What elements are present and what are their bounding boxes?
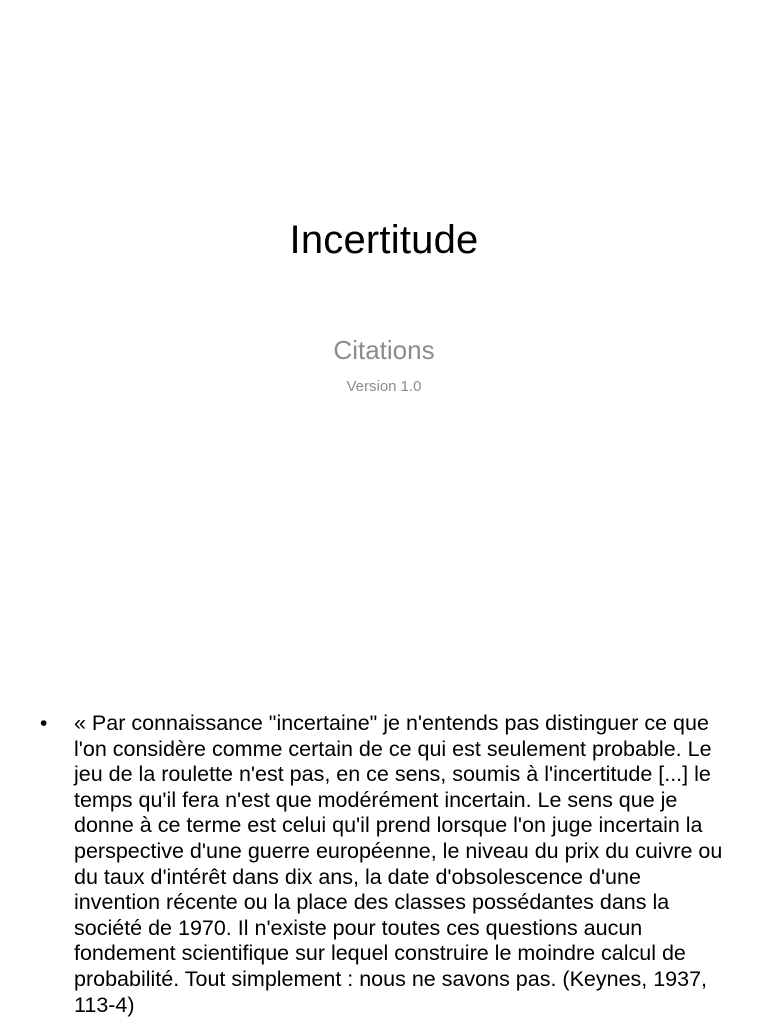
quote-list [40, 711, 730, 1018]
quote-text: « Par connaissance "incertaine" je n'entends pas distinguer ce que l'on considère comme certain de ce qui est seulement probable. Le jeu de la roulette n'est pas, en ce sens, soumis à l'incertitude [...] le temps qu'il fera n'est que modérément incertain. Le sens que je donne à ce terme est celui qu'il prend lorsque l'on juge incertain la perspective d'une guerre européenne, le niveau du prix du cuivre ou du taux d'intérêt dans dix ans, la date d'obsolescence d'une invention récente ou la place des classes possédantes dans la société de 1970. Il n'existe pour toutes ces questions aucun fondement scientifique sur lequel construire le moindre calcul de probabilité. Tout simplement : nous ne savons pas. (Keynes, 1937, 113-4) [74, 711, 723, 1017]
list-item [40, 711, 730, 1018]
quote-slide [0, 690, 768, 1024]
slide-title: Incertitude [289, 218, 479, 262]
version-label: Version 1.0 [346, 378, 422, 395]
bullet-icon: • [40, 712, 48, 735]
slide-subtitle: Citations [333, 335, 435, 365]
